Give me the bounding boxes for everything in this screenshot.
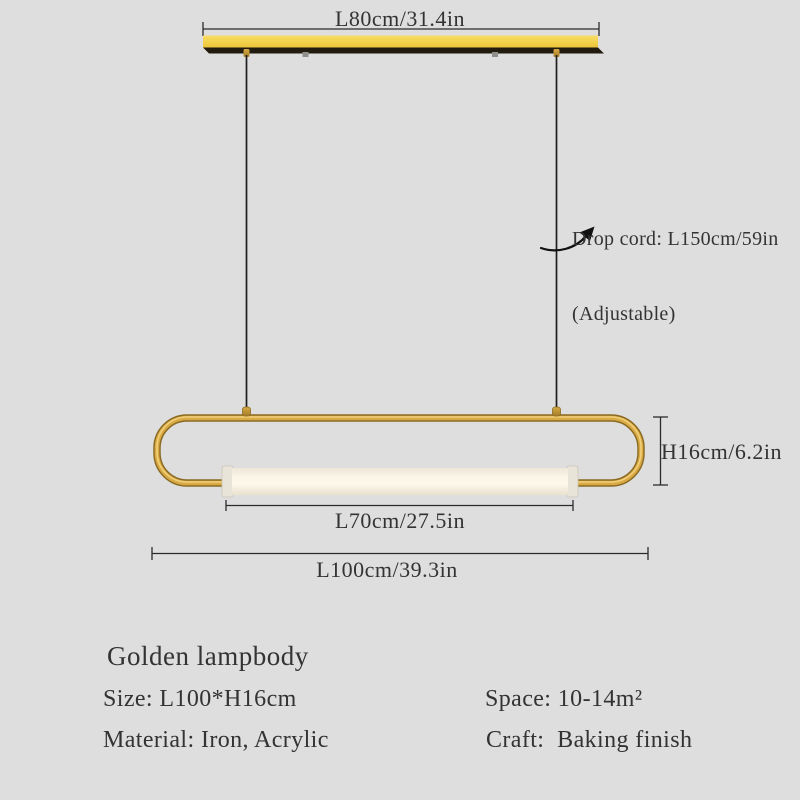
drop-cord-annotation-line1: Drop cord: L150cm/59in	[572, 228, 779, 250]
spec-space: Space: 10-14m²	[485, 686, 643, 712]
spec-size: Size: L100*H16cm	[103, 686, 297, 712]
canopy-screw-right	[492, 52, 498, 57]
canopy-length-label: L80cm/31.4in	[334, 6, 466, 31]
canopy-screw-left	[303, 52, 309, 57]
tube-length-label: L70cm/27.5in	[334, 508, 466, 533]
ceiling-canopy-bar	[203, 36, 604, 58]
drop-cord-annotation-line2: (Adjustable)	[572, 303, 676, 325]
light-tube	[222, 466, 578, 497]
product-name: Golden lampbody	[107, 641, 309, 671]
tube-cap-left	[222, 466, 233, 497]
drop-cords	[247, 55, 557, 411]
spec-material: Material: Iron, Acrylic	[103, 727, 329, 753]
frame-nub-right	[553, 407, 561, 416]
spec-craft: Craft: Baking finish	[486, 727, 693, 753]
tube-cap-right	[567, 466, 578, 497]
drop-cord-annotation	[572, 177, 779, 377]
frame-nub-left	[243, 407, 251, 416]
body-height-label: H16cm/6.2in	[661, 439, 782, 464]
body-length-label: L100cm/39.3in	[316, 557, 458, 582]
